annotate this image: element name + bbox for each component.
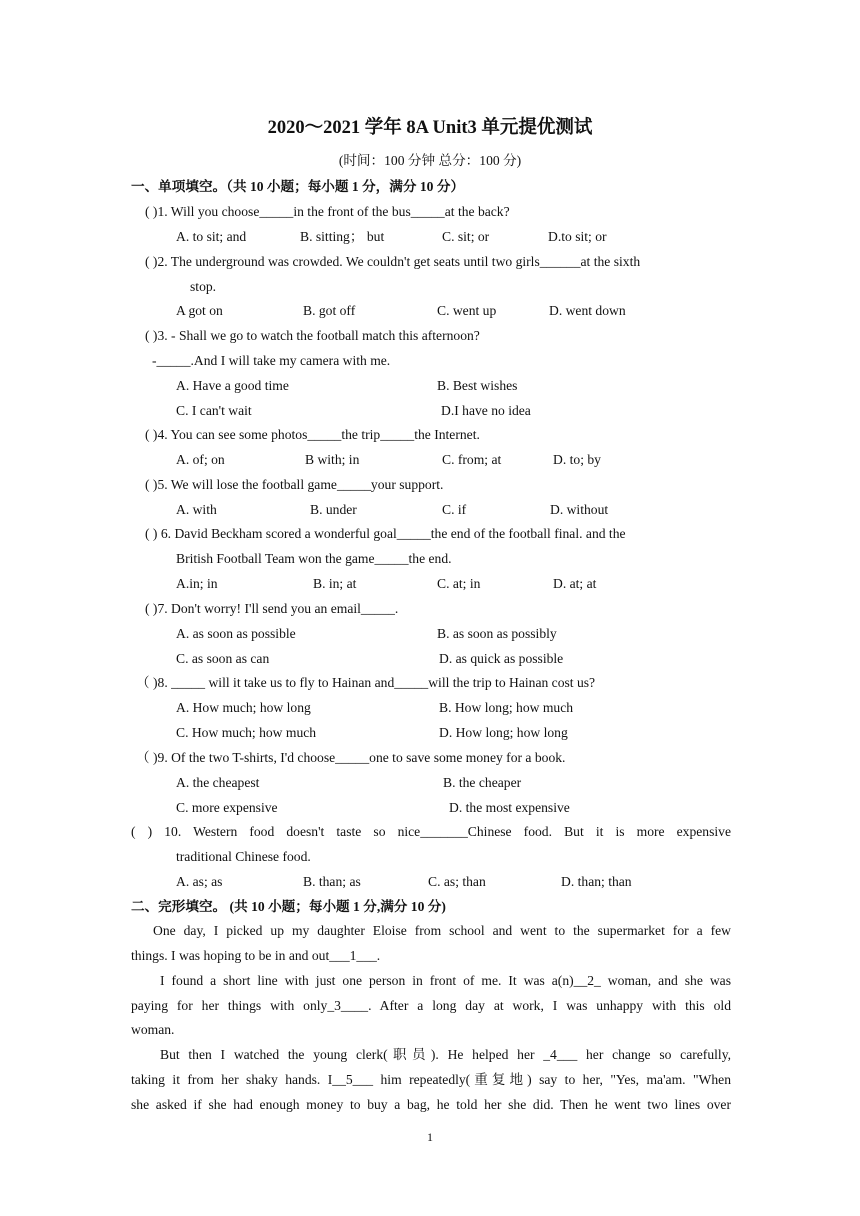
q10-option-c: C. as; than xyxy=(428,874,486,889)
passage-line-5: woman. xyxy=(131,1022,175,1037)
q9-option-c: C. more expensive xyxy=(176,800,278,815)
q7-option-a: A. as soon as possible xyxy=(176,626,296,641)
question-9: （ )9. Of the two T-shirts, I'd choose_____one to save some money for a book. xyxy=(136,750,566,765)
q3-option-c: C. I can't wait xyxy=(176,403,252,418)
q4-option-d: D. to; by xyxy=(553,452,601,467)
q9-option-b: B. the cheaper xyxy=(443,775,522,790)
passage-line-1: One day, I picked up my daughter Eloise from school and went to the supermarket for a few xyxy=(153,923,731,938)
section-heading-1: 一、单项填空。（共 10 小题；每小题 1 分，满分 10 分） xyxy=(131,179,465,194)
q6-option-a: A.in; in xyxy=(176,576,218,591)
question-10-cont: traditional Chinese food. xyxy=(176,849,311,864)
q6-option-c: C. at; in xyxy=(437,576,481,591)
q3-option-a: A. Have a good time xyxy=(176,378,289,393)
passage-line-6: But then I watched the young clerk(职员). He helped her _4___ her change so carefully, xyxy=(160,1047,731,1062)
q1-option-a: A. to sit; and xyxy=(176,229,247,244)
q2-option-c: C. went up xyxy=(437,303,497,318)
question-7: ( )7. Don't worry! I'll send you an email_____. xyxy=(145,601,399,616)
q5-option-c: C. if xyxy=(442,502,467,517)
q1-option-d: D.to sit; or xyxy=(548,229,607,244)
question-6-cont: British Football Team won the game_____the end. xyxy=(176,551,452,566)
q9-option-d: D. the most expensive xyxy=(449,800,570,815)
q4-option-c: C. from; at xyxy=(442,452,502,467)
q2-option-a: A got on xyxy=(176,303,223,318)
q5-option-b: B. under xyxy=(310,502,357,517)
q10-option-b: B. than; as xyxy=(303,874,361,889)
question-5: ( )5. We will lose the football game_____your support. xyxy=(145,477,444,492)
q5-option-d: D. without xyxy=(550,502,609,517)
q9-option-a: A. the cheapest xyxy=(176,775,260,790)
q3-option-b: B. Best wishes xyxy=(437,378,518,393)
q1-option-c: C. sit; or xyxy=(442,229,490,244)
q7-option-b: B. as soon as possibly xyxy=(437,626,557,641)
question-2: ( )2. The underground was crowded. We couldn't get seats until two girls______at the sixth xyxy=(145,254,641,269)
q8-option-a: A. How much; how long xyxy=(176,700,311,715)
page-number: 1 xyxy=(427,1130,433,1144)
q8-option-b: B. How long; how much xyxy=(439,700,574,715)
q10-option-a: A. as; as xyxy=(176,874,223,889)
question-3-cont: -_____.And I will take my camera with me. xyxy=(152,353,391,368)
question-2-cont: stop. xyxy=(190,279,217,294)
q7-option-c: C. as soon as can xyxy=(176,651,270,666)
question-3: ( )3. - Shall we go to watch the football match this afternoon? xyxy=(145,328,480,343)
question-8: （ )8. _____ will it take us to fly to Hainan and_____will the trip to Hainan cost us? xyxy=(136,675,596,690)
passage-line-4: paying for her things with only_3____. After a long day at work, I was unhappy with this old xyxy=(131,998,731,1013)
question-6: ( ) 6. David Beckham scored a wonderful goal_____the end of the football final. and the xyxy=(145,526,626,541)
page-title: 2020～2021 学年 8A Unit3 单元提优测试 xyxy=(267,118,593,138)
q7-option-d: D. as quick as possible xyxy=(439,651,564,666)
question-1: ( )1. Will you choose_____in the front of the bus_____at the back? xyxy=(145,204,510,219)
page-subtitle: (时间：100 分钟 总分：100 分) xyxy=(338,153,522,168)
q1-option-b: B. sitting； but xyxy=(300,229,385,244)
q5-option-a: A. with xyxy=(176,502,217,517)
q8-option-c: C. How much; how much xyxy=(176,725,317,740)
q2-option-d: D. went down xyxy=(549,303,626,318)
passage-line-3: I found a short line with just one person in front of me. It was a(n)__2_ woman, and she was xyxy=(160,973,731,988)
q4-option-b: B with; in xyxy=(305,452,360,467)
q8-option-d: D. How long; how long xyxy=(439,725,568,740)
q6-option-b: B. in; at xyxy=(313,576,357,591)
q2-option-b: B. got off xyxy=(303,303,356,318)
q4-option-a: A. of; on xyxy=(176,452,225,467)
passage-line-2: things. I was hoping to be in and out___1___. xyxy=(131,948,381,963)
q3-option-d: D.I have no idea xyxy=(441,403,531,418)
q10-option-d: D. than; than xyxy=(561,874,632,889)
section-heading-2: 二、完形填空。 (共 10 小题；每小题 1 分,满分 10 分) xyxy=(131,899,446,914)
passage-line-7: taking it from her shaky hands. I__5___ him repeatedly(重复地) say to her, "Yes, ma'am. "When xyxy=(131,1072,731,1087)
passage-line-8: she asked if she had enough money to buy a bag, he told her she did. Then he went two lines over xyxy=(131,1097,731,1112)
question-10: ( ) 10. Western food doesn't taste so nice_______Chinese food. But it is more expensive xyxy=(131,824,731,839)
q6-option-d: D. at; at xyxy=(553,576,597,591)
question-4: ( )4. You can see some photos_____the trip_____the Internet. xyxy=(145,427,480,442)
